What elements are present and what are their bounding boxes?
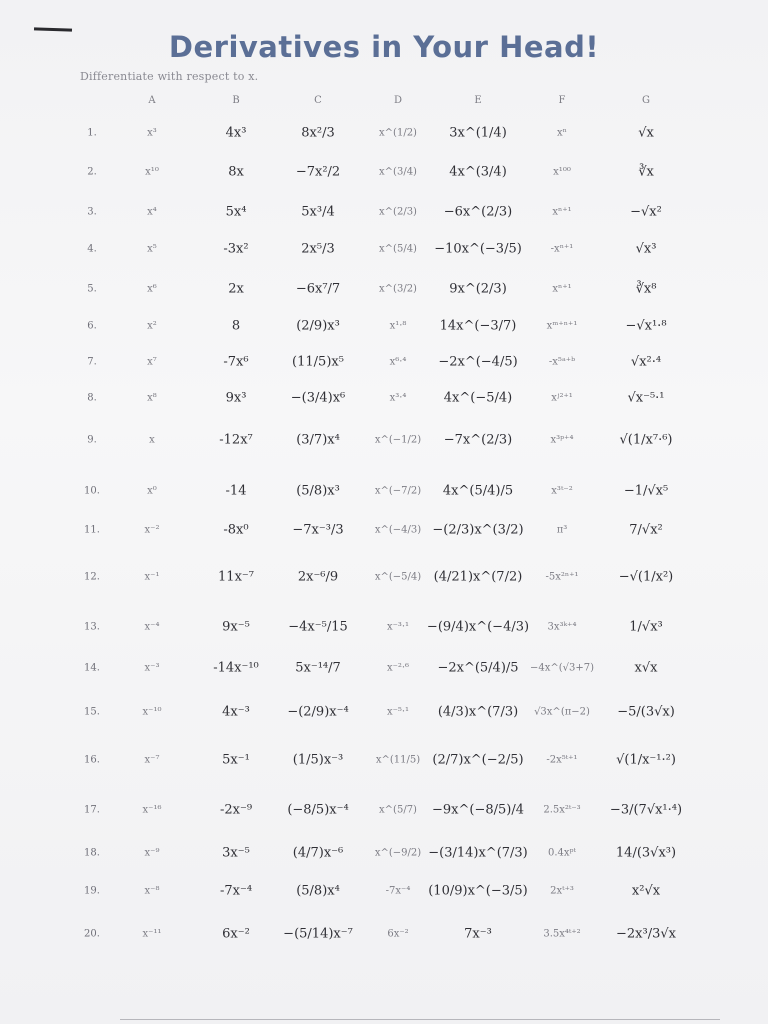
problem-cell-a: x — [149, 434, 155, 446]
problem-cell-b: 5x⁻¹ — [222, 752, 250, 768]
row-number: 2. — [87, 166, 97, 178]
problem-cell-b: 2x — [228, 281, 244, 297]
column-header-f: F — [558, 95, 566, 106]
problem-cell-g: x²√x — [631, 883, 661, 899]
problem-cell-a: x⁻¹¹ — [142, 928, 162, 940]
problem-cell-c: −7x⁻³/3 — [292, 522, 344, 538]
problem-cell-a: x⁰ — [147, 485, 157, 497]
problem-cell-d: -7x⁻⁴ — [385, 885, 411, 897]
problem-cell-e: (4/3)x^(7/3) — [437, 704, 519, 720]
problem-cell-f: x³ᵗ⁻² — [551, 485, 573, 497]
problem-cell-c: −(3/4)x⁶ — [290, 390, 346, 406]
problem-cell-g: 7/√x² — [629, 522, 663, 538]
row-number: 7. — [87, 356, 97, 368]
row-number: 6. — [87, 320, 97, 332]
problem-cell-a: x³ — [147, 127, 157, 139]
problem-cell-d: x^(5/7) — [379, 804, 417, 816]
problem-cell-g: −√(1/x²) — [618, 569, 674, 585]
problem-cell-d: x^(−9/2) — [374, 847, 422, 859]
problem-cell-f: -xⁿ⁺¹ — [550, 243, 574, 255]
problem-cell-g: 14/(3√x³) — [615, 845, 677, 861]
problem-cell-f: −4x^(√3+7) — [529, 662, 595, 674]
problem-cell-b: 4x⁻³ — [222, 704, 250, 720]
problem-cell-c: −7x²/2 — [295, 164, 341, 180]
problem-cell-d: x⁻²·⁶ — [386, 662, 410, 674]
problem-cell-b: -12x⁷ — [219, 432, 253, 448]
problem-cell-a: x⁻¹⁰ — [142, 706, 162, 718]
problem-cell-f: xⁿ — [557, 127, 567, 139]
problem-cell-e: (4/21)x^(7/2) — [433, 569, 523, 585]
problem-cell-e: 14x^(−3/7) — [439, 318, 517, 334]
row-number: 9. — [87, 434, 97, 446]
problem-cell-g: √x — [638, 125, 654, 141]
problem-cell-d: x^(3/2) — [379, 283, 417, 295]
problem-cell-g: −2x³/3√x — [616, 926, 676, 942]
problem-cell-f: 3x³ᵏ⁺⁴ — [547, 621, 577, 633]
problem-cell-g: √x²·⁴ — [630, 354, 662, 370]
problem-cell-e: (2/7)x^(−2/5) — [432, 752, 524, 768]
problem-cell-a: x⁴ — [147, 206, 157, 218]
problem-cell-d: x¹·⁸ — [389, 320, 407, 332]
problem-cell-d: x^(−4/3) — [374, 524, 422, 536]
problem-cell-b: -14 — [225, 483, 247, 499]
problem-cell-g: −√x² — [630, 204, 662, 220]
problem-cell-e: (10/9)x^(−3/5) — [428, 883, 528, 899]
problem-cell-d: 6x⁻² — [387, 928, 409, 940]
column-header-c: C — [314, 95, 322, 106]
problem-cell-g: x√x — [634, 660, 658, 676]
row-number: 13. — [84, 621, 100, 633]
problem-cell-f: xᵐ⁺ⁿ⁺¹ — [546, 320, 578, 332]
problem-cell-b: 9x⁻⁵ — [222, 619, 250, 635]
row-number: 18. — [84, 847, 100, 859]
problem-cell-c: (4/7)x⁻⁶ — [292, 845, 344, 861]
problem-cell-c: (−8/5)x⁻⁴ — [287, 802, 349, 818]
problem-cell-c: (2/9)x³ — [296, 318, 340, 334]
row-number: 20. — [84, 928, 100, 940]
problem-cell-f: x³ᵖ⁺⁴ — [550, 434, 574, 446]
problem-cell-d: x^(5/4) — [379, 243, 417, 255]
problem-cell-e: −(2/3)x^(3/2) — [432, 522, 524, 538]
problem-cell-d: x⁻³·¹ — [386, 621, 410, 633]
problem-cell-b: -14x⁻¹⁰ — [213, 660, 259, 676]
column-header-d: D — [393, 95, 403, 106]
problem-cell-b: 5x⁴ — [225, 204, 247, 220]
problem-cell-g: −1/√x⁵ — [623, 483, 669, 499]
problem-cell-c: 5x³/4 — [301, 204, 335, 220]
problem-cell-e: −6x^(2/3) — [443, 204, 513, 220]
problem-cell-g: √(1/x⁷·⁶) — [619, 432, 673, 448]
page-edge-line — [120, 1019, 720, 1020]
problem-cell-c: 5x⁻¹⁴/7 — [295, 660, 341, 676]
column-header-b: B — [232, 95, 240, 106]
problem-cell-d: x^(3/4) — [379, 166, 417, 178]
column-header-e: E — [474, 95, 482, 106]
page-title: Derivatives in Your Head! — [168, 30, 600, 64]
problem-cell-e: −(3/14)x^(7/3) — [428, 845, 528, 861]
problem-cell-d: x^(−5/4) — [374, 571, 422, 583]
problem-cell-g: √(1/x⁻¹·²) — [616, 752, 676, 768]
problem-cell-d: x^(1/2) — [379, 127, 417, 139]
problem-cell-a: x⁶ — [147, 283, 157, 295]
row-number: 5. — [87, 283, 97, 295]
problem-cell-e: 3x^(1/4) — [449, 125, 507, 141]
problem-cell-f: x¹⁰⁰ — [553, 166, 571, 178]
problem-cell-e: 4x^(5/4)/5 — [442, 483, 514, 499]
problem-cell-f: xʲ²⁺¹ — [551, 392, 573, 404]
problem-cell-g: −5/(3√x) — [617, 704, 675, 720]
problem-cell-b: -2x⁻⁹ — [219, 802, 253, 818]
problem-cell-b: 6x⁻² — [222, 926, 250, 942]
problem-cell-b: 3x⁻⁵ — [222, 845, 250, 861]
problem-cell-g: ∛x — [638, 164, 654, 180]
instructions-text: Differentiate with respect to x. — [80, 70, 259, 83]
problem-cell-b: -7x⁻⁴ — [219, 883, 253, 899]
problem-cell-a: x⁻³ — [144, 662, 160, 674]
problem-cell-a: x⁻¹⁶ — [142, 804, 162, 816]
problem-cell-a: x² — [147, 320, 157, 332]
row-number: 8. — [87, 392, 97, 404]
problem-cell-f: 2.5x²ᵗ⁻³ — [543, 804, 581, 816]
problem-cell-c: (5/8)x³ — [296, 483, 340, 499]
row-number: 14. — [84, 662, 100, 674]
problem-cell-a: x⁻⁹ — [144, 847, 160, 859]
problem-cell-e: 4x^(−5/4) — [443, 390, 513, 406]
problem-cell-a: x⁵ — [147, 243, 157, 255]
problem-cell-f: -x⁵ᵃ⁺ᵇ — [548, 356, 576, 368]
row-number: 17. — [84, 804, 100, 816]
problem-cell-f: 0.4xᵖᵗ — [547, 847, 577, 859]
problem-cell-d: x⁶·⁴ — [389, 356, 407, 368]
problem-cell-d: x³·⁴ — [389, 392, 407, 404]
problem-cell-a: x⁻⁴ — [144, 621, 160, 633]
problem-cell-a: x¹⁰ — [145, 166, 159, 178]
row-number: 11. — [84, 524, 100, 536]
problem-cell-f: -2x⁵ᵗ⁺¹ — [546, 754, 578, 766]
row-number: 19. — [84, 885, 100, 897]
problem-cell-c: −4x⁻⁵/15 — [288, 619, 348, 635]
problem-cell-c: (5/8)x⁴ — [296, 883, 340, 899]
problem-cell-a: x⁻⁸ — [144, 885, 160, 897]
problem-cell-b: -8x⁰ — [223, 522, 249, 538]
problem-cell-c: (11/5)x⁵ — [292, 354, 344, 370]
problem-cell-g: −3/(7√x¹·⁴) — [609, 802, 683, 818]
problem-cell-f: xⁿ⁺¹ — [552, 206, 572, 218]
row-number: 15. — [84, 706, 100, 718]
problem-cell-b: 4x³ — [225, 125, 247, 141]
problem-cell-a: x⁻² — [144, 524, 160, 536]
problem-cell-f: xⁿ⁺¹ — [552, 283, 572, 295]
problem-cell-b: 9x³ — [225, 390, 247, 406]
problem-cell-e: −2x^(5/4)/5 — [437, 660, 519, 676]
problem-cell-f: 3.5x⁴ᵗ⁺² — [543, 928, 581, 940]
row-number: 10. — [84, 485, 100, 497]
problem-cell-c: 8x²/3 — [301, 125, 335, 141]
column-header-a: A — [148, 95, 156, 106]
problem-cell-e: 4x^(3/4) — [449, 164, 507, 180]
row-number: 16. — [84, 754, 100, 766]
problem-cell-e: −2x^(−4/5) — [438, 354, 518, 370]
problem-cell-e: −7x^(2/3) — [443, 432, 513, 448]
problem-cell-a: x⁻⁷ — [144, 754, 160, 766]
problem-cell-g: ∛x⁸ — [635, 281, 657, 297]
problem-cell-b: 8x — [228, 164, 244, 180]
problem-cell-c: −(5/14)x⁻⁷ — [283, 926, 353, 942]
problem-cell-e: −9x^(−8/5)/4 — [432, 802, 524, 818]
problem-cell-f: π³ — [556, 524, 568, 536]
problem-cell-d: x^(−1/2) — [374, 434, 422, 446]
problem-cell-a: x⁷ — [147, 356, 157, 368]
problem-cell-g: √x⁻⁵·¹ — [627, 390, 665, 406]
problem-cell-g: √x³ — [635, 241, 657, 257]
problem-cell-b: -7x⁶ — [223, 354, 249, 370]
problem-cell-e: −(9/4)x^(−4/3) — [426, 619, 530, 635]
problem-cell-d: x^(11/5) — [375, 754, 421, 766]
problem-cell-c: 2x⁵/3 — [301, 241, 335, 257]
problem-cell-c: −6x⁷/7 — [295, 281, 341, 297]
row-number: 12. — [84, 571, 100, 583]
problem-cell-b: -3x² — [223, 241, 249, 257]
problem-cell-d: x^(−7/2) — [374, 485, 422, 497]
problem-cell-g: −√x¹·⁸ — [625, 318, 667, 334]
problem-cell-f: √3x^(π−2) — [534, 706, 590, 718]
problem-cell-c: (3/7)x⁴ — [296, 432, 340, 448]
problem-cell-c: −(2/9)x⁻⁴ — [287, 704, 349, 720]
problem-cell-e: 7x⁻³ — [464, 926, 492, 942]
problem-cell-d: x⁻⁵·¹ — [386, 706, 410, 718]
problem-cell-a: x⁸ — [147, 392, 157, 404]
problem-cell-f: 2xᵗ⁺³ — [550, 885, 574, 897]
problem-cell-e: −10x^(−3/5) — [434, 241, 522, 257]
problem-cell-f: -5x²ⁿ⁺¹ — [545, 571, 579, 583]
problem-cell-b: 8 — [231, 318, 241, 334]
problem-cell-g: 1/√x³ — [629, 619, 663, 635]
column-header-g: G — [642, 95, 650, 106]
problem-cell-c: (1/5)x⁻³ — [292, 752, 344, 768]
row-number: 3. — [87, 206, 97, 218]
row-number: 1. — [87, 127, 97, 139]
problem-cell-a: x⁻¹ — [144, 571, 160, 583]
problem-cell-d: x^(2/3) — [379, 206, 417, 218]
row-number: 4. — [87, 243, 97, 255]
problem-cell-e: 9x^(2/3) — [449, 281, 507, 297]
problem-cell-b: 11x⁻⁷ — [218, 569, 254, 585]
problem-cell-c: 2x⁻⁶/9 — [297, 569, 339, 585]
